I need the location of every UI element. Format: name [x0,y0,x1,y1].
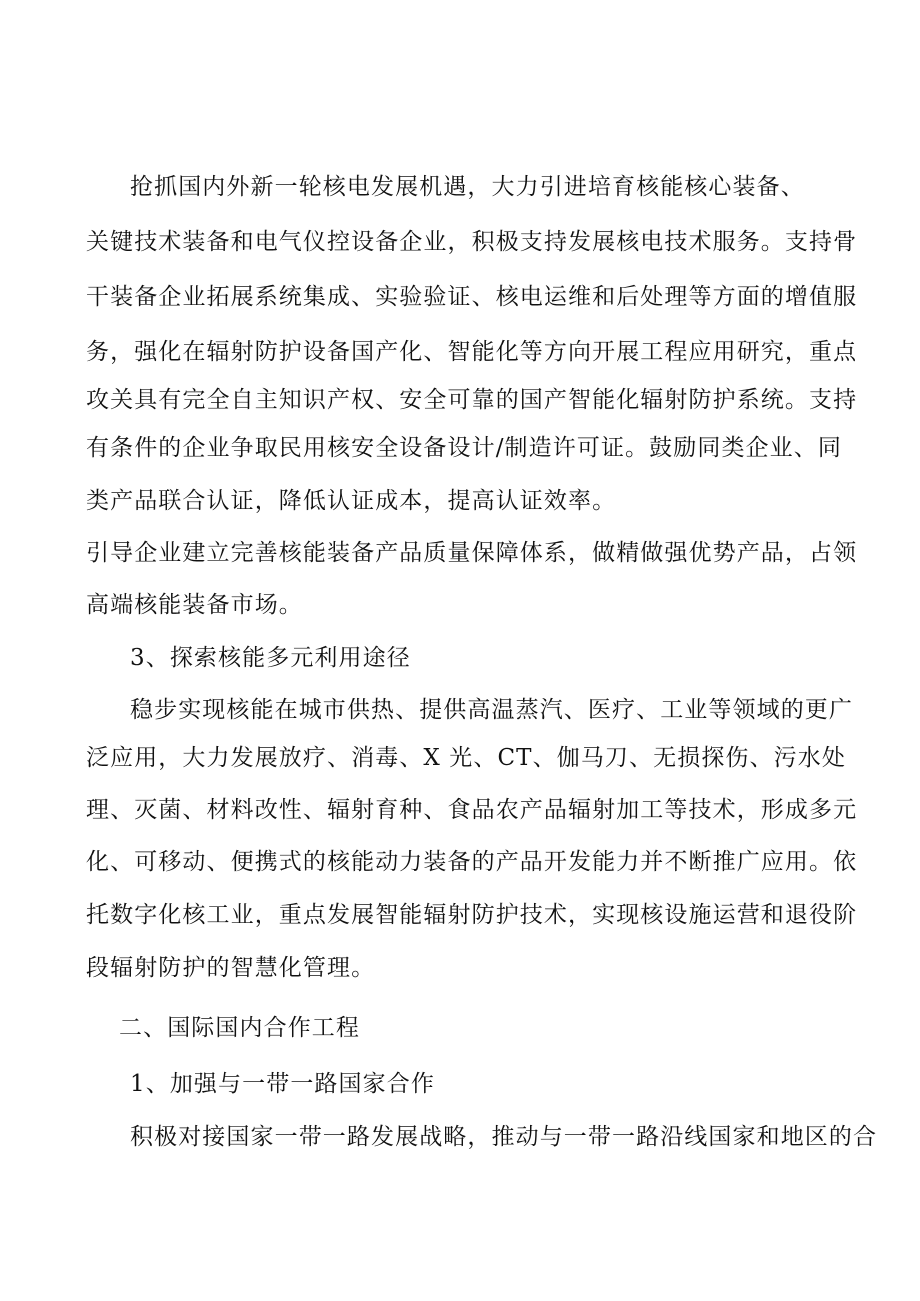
paragraph-line: 引导企业建立完善核能装备产品质量保障体系，做精做强优势产品，占领 [86,540,858,566]
paragraph-line: 化、可移动、便携式的核能动力装备的产品开发能力并不断推广应用。依 [86,849,858,875]
paragraph-line: 理、灭菌、材料改性、辐射育种、食品农产品辐射加工等技术，形成多元 [86,797,858,823]
paragraph-line: 有条件的企业争取民用核安全设备设计/制造许可证。鼓励同类企业、同 [86,435,842,461]
paragraph-line: 攻关具有完全自主知识产权、安全可靠的国产智能化辐射防护系统。支持 [86,387,858,413]
paragraph-line: 类产品联合认证，降低认证成本，提高认证效率。 [86,488,617,514]
paragraph-line: 积极对接国家一带一路发展战略，推动与一带一路沿线国家和地区的合 [130,1124,878,1150]
paragraph-line: 抢抓国内外新一轮核电发展机遇，大力引进培育核能核心装备、 [130,174,805,200]
paragraph-line: 干装备企业拓展系统集成、实验验证、核电运维和后处理等方面的增值服 [86,284,858,310]
section-heading: 1、加强与一带一路国家合作 [130,1071,435,1097]
section-heading: 3、探索核能多元利用途径 [130,645,411,671]
section-heading: 二、国际国内合作工程 [119,1015,360,1041]
paragraph-line: 关键技术装备和电气仪控设备企业，积极支持发展核电技术服务。支持骨 [86,229,858,255]
paragraph-line: 稳步实现核能在城市供热、提供高温蒸汽、医疗、工业等领域的更广 [130,697,853,723]
paragraph-line: 高端核能装备市场。 [86,592,303,618]
paragraph-line: 段辐射防护的智慧化管理。 [86,955,376,981]
paragraph-line: 泛应用，大力发展放疗、消毒、X 光、CT、伽马刀、无损探伤、污水处 [86,745,846,771]
paragraph-line: 托数字化核工业，重点发展智能辐射防护技术，实现核设施运营和退役阶 [86,902,858,928]
paragraph-line: 务，强化在辐射防护设备国产化、智能化等方向开展工程应用研究，重点 [86,339,858,365]
